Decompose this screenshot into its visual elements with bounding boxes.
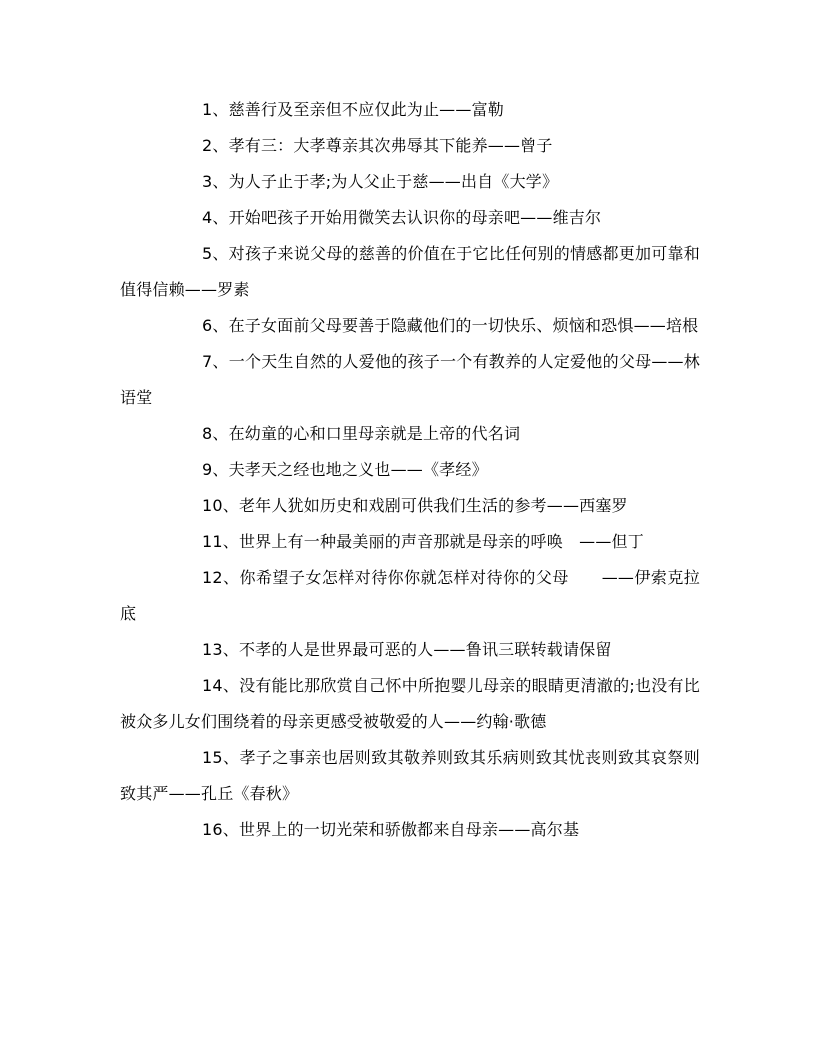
quote-10: 10、老年人犹如历史和戏剧可供我们生活的参考——西塞罗 (202, 496, 628, 515)
quote-7: 7、一个天生自然的人爱他的孩子一个有教养的人定爱他的父母——林语堂 (120, 352, 700, 407)
quote-1: 1、慈善行及至亲但不应仅此为止——富勒 (202, 100, 504, 119)
quote-12: 12、你希望子女怎样对待你你就怎样对待你的父母 ——伊索克拉底 (120, 568, 700, 623)
quote-13: 13、不孝的人是世界最可恶的人——鲁讯三联转载请保留 (202, 640, 612, 659)
quote-16: 16、世界上的一切光荣和骄傲都来自母亲——高尔基 (202, 820, 580, 839)
quote-8: 8、在幼童的心和口里母亲就是上帝的代名词 (202, 424, 521, 443)
quote-11: 11、世界上有一种最美丽的声音那就是母亲的呼唤 ——但丁 (202, 532, 644, 551)
quote-5: 5、对孩子来说父母的慈善的价值在于它比任何别的情感都更加可靠和值得信赖——罗素 (120, 244, 700, 299)
quote-4: 4、开始吧孩子开始用微笑去认识你的母亲吧——维吉尔 (202, 208, 602, 227)
quote-3: 3、为人子止于孝;为人父止于慈——出自《大学》 (202, 172, 559, 191)
quote-list (120, 92, 700, 848)
quote-15: 15、孝子之事亲也居则致其敬养则致其乐病则致其忧丧则致其哀祭则致其严——孔丘《春秋》 (120, 748, 700, 803)
quote-6: 6、在子女面前父母要善于隐藏他们的一切快乐、烦恼和恐惧——培根 (202, 316, 699, 335)
quote-14: 14、没有能比那欣赏自己怀中所抱婴儿母亲的眼睛更清澈的;也没有比被众多儿女们围绕着的母亲更感受被敬爱的人——约翰·歌德 (120, 676, 700, 731)
quote-9: 9、夫孝天之经也地之义也——《孝经》 (202, 460, 488, 479)
quote-2: 2、孝有三：大孝尊亲其次弗辱其下能养——曾子 (202, 136, 553, 155)
